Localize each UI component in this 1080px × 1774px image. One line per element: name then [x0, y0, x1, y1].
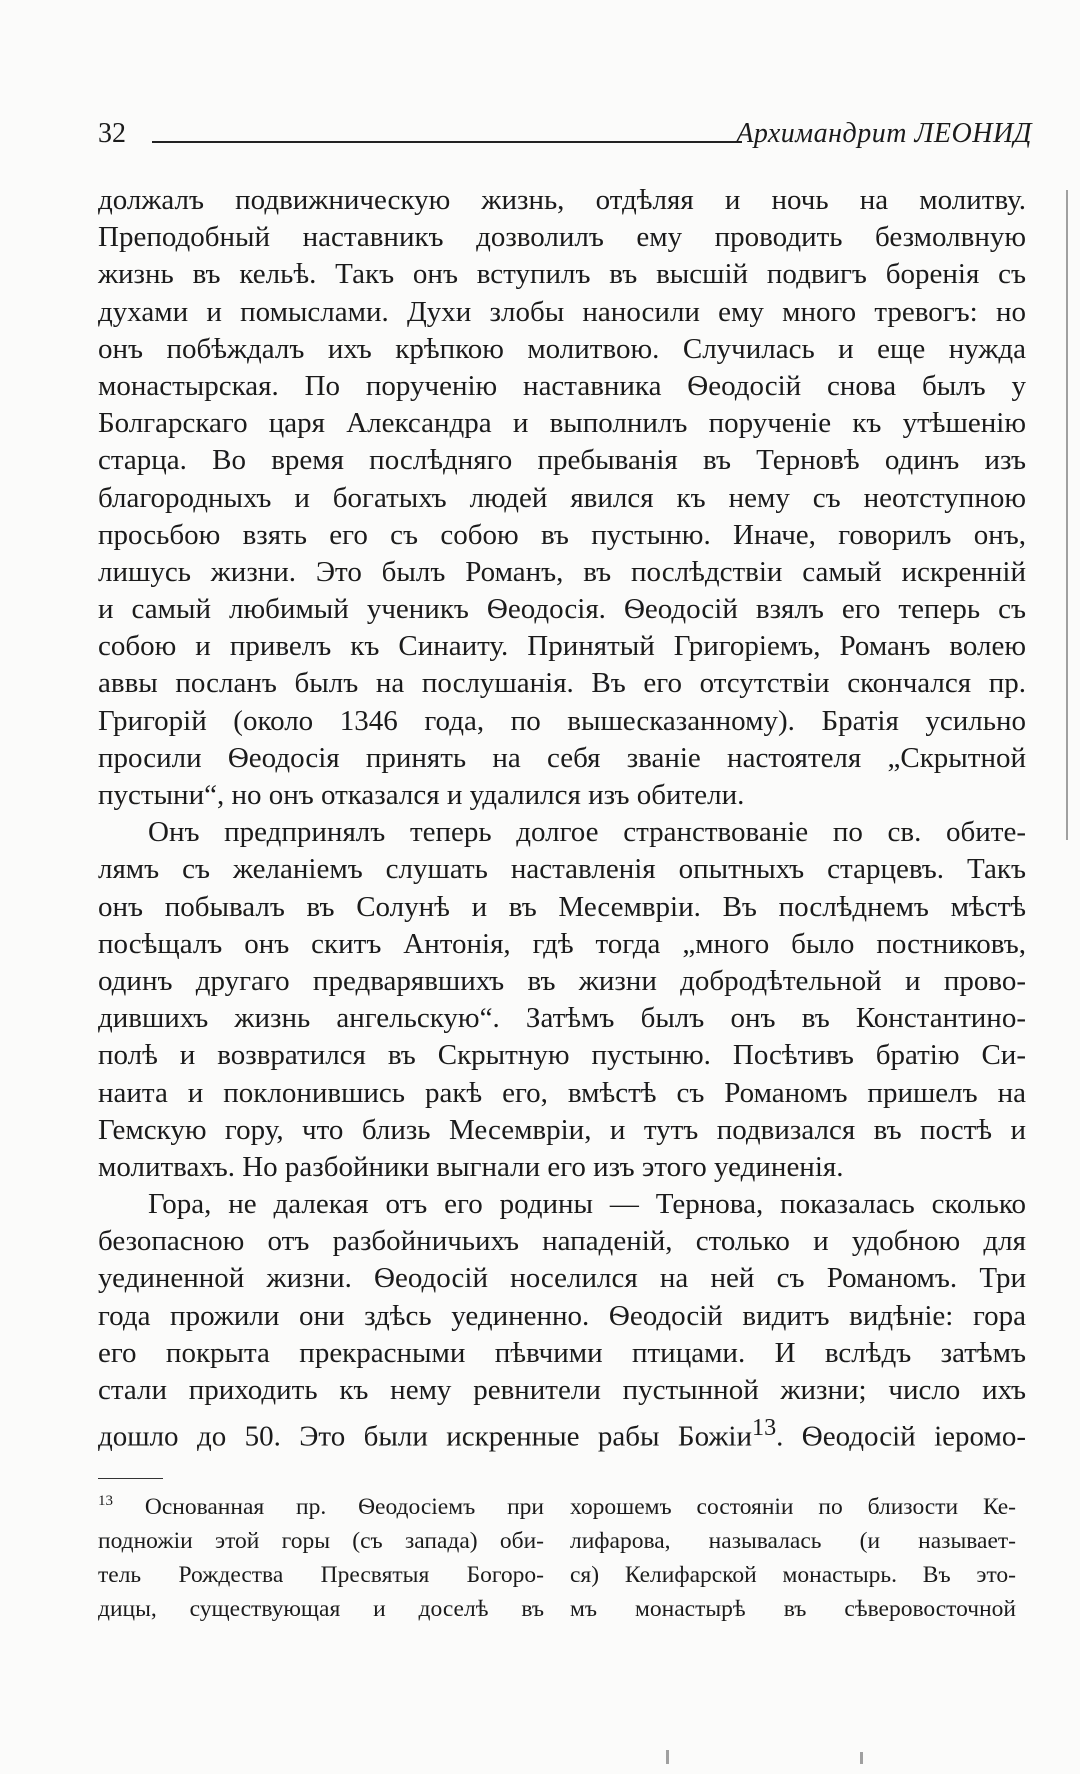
text-line: Гемскую гору, что близь Месемвріи, и тутъ подвизался въ постѣ и — [98, 1113, 1026, 1146]
footnote-rule — [98, 1478, 163, 1479]
text-line: Болгарскаго царя Александра и выполнилъ порученіе къ утѣшенію — [98, 407, 1026, 440]
footnote-line: дицы, существующая и доселѣ въ — [98, 1596, 544, 1622]
text-line: благородныхъ и богатыхъ людей явился къ нему съ неотступною — [98, 481, 1026, 514]
footnote-line: хорошемъ состояніи по близости Ке- — [570, 1494, 1016, 1520]
footnote-line: тель Рождества Пресвятыя Богоро- — [98, 1562, 544, 1588]
text-line: и самый любимый ученикъ Ѳеодосія. Ѳеодосій взялъ его теперь съ — [98, 593, 1026, 626]
text-line: монастырская. По порученію наставника Ѳеодосій снова былъ у — [98, 369, 1026, 402]
footnote-line: лифарова, называлась (и называет- — [570, 1528, 1016, 1554]
text-line: одинъ другаго предварявшихъ въ жизни добродѣтельной и прово- — [98, 964, 1026, 997]
text-line: стали приходить къ нему ревнители пустынной жизни; число ихъ — [98, 1374, 1026, 1406]
header-rule — [152, 141, 742, 143]
text-line: посѣщалъ онъ скитъ Антонія, гдѣ тогда „много было постниковъ, — [98, 927, 1026, 960]
text-line: уединенной жизни. Ѳеодосій носелился на ней съ Романомъ. Три — [98, 1262, 1026, 1295]
text-segment: . Ѳеодосій іеромо- — [776, 1420, 1026, 1453]
running-title: Архимандрит ЛЕОНИД — [736, 118, 1032, 149]
text-line: просьбою взять его съ собою въ пустыню. Иначе, говорилъ онъ, — [98, 518, 1026, 551]
text-line: молитвахъ. Но разбойники выгнали его изъ этого уединенія. — [98, 1150, 844, 1183]
page-header — [98, 114, 1032, 154]
text-line: просили Ѳеодосія принять на себя званіе настоятеля „Скрытной — [98, 741, 1026, 774]
footnote-line: мъ монастырѣ въ сѣверовосточной — [570, 1596, 1016, 1622]
text-line: должалъ подвижническую жизнь, отдѣляя и ночь на молитву. — [98, 184, 1026, 216]
text-line: полѣ и возвратился въ Скрытную пустыню. Посѣтивъ братію Си- — [98, 1039, 1026, 1072]
text-line: лямъ съ желаніемъ слушать наставленія опытныхъ старцевъ. Такъ — [98, 853, 1026, 886]
scan-edge-mark — [1066, 190, 1068, 840]
scan-speck — [860, 1752, 863, 1764]
page-number: 32 — [98, 118, 126, 149]
scan-speck — [666, 1750, 669, 1764]
text-line: Онъ предпринялъ теперь долгое странствованіе по св. обите- — [148, 816, 1026, 849]
footnote-text: Основанная пр. Ѳеодосіемъ при — [113, 1494, 544, 1520]
text-line: года прожили они здѣсь уединенно. Ѳеодосій видитъ видѣніе: гора — [98, 1299, 1026, 1332]
text-line: старца. Во время послѣдняго пребыванія въ Терновѣ одинъ изъ — [98, 444, 1026, 477]
footnote-line: ся) Келифарской монастырь. Въ это- — [570, 1562, 1016, 1588]
text-line: дившихъ жизнь ангельскую“. Затѣмъ былъ онъ въ Константино- — [98, 1002, 1026, 1035]
text-line: Преподобный наставникъ дозволилъ ему проводить безмолвную — [98, 221, 1026, 254]
text-line: духами и помыслами. Духи злобы наносили ему много тревогъ: но — [98, 295, 1026, 328]
text-line: Григорій (около 1346 года, по вышесказанному). Братія усильно — [98, 704, 1026, 737]
text-line: безопасною отъ разбойничьихъ нападеній, столько и удобною для — [98, 1225, 1026, 1258]
text-line: жизнь въ кельѣ. Такъ онъ вступилъ въ высшій подвигъ боренія съ — [98, 258, 1026, 291]
text-line: наита и поклонившись ракѣ его, вмѣстѣ съ Романомъ пришелъ на — [98, 1076, 1026, 1109]
text-line: аввы посланъ былъ на послушанія. Въ его отсутствіи скончался пр. — [98, 667, 1026, 700]
body-text — [98, 182, 1026, 1453]
text-line: лишусь жизни. Это былъ Романъ, въ послѣдствіи самый искренній — [98, 555, 1026, 588]
text-line: собою и привелъ къ Синаиту. Принятый Григоріемъ, Романъ волею — [98, 630, 1026, 663]
text-line: его покрыта прекрасными пѣвчими птицами. И вслѣдъ затѣмъ — [98, 1336, 1026, 1369]
text-segment: дошло до 50. Это были искренные рабы Божіи — [98, 1420, 752, 1453]
text-line — [98, 1409, 1026, 1453]
footnote-line: подножіи этой горы (съ запада) оби- — [98, 1528, 544, 1554]
footnote-number: 13 — [98, 1493, 113, 1510]
text-line: онъ побѣждалъ ихъ крѣпкою молитвою. Случилась и еще нужда — [98, 332, 1026, 365]
footnote-ref: 13 — [751, 1414, 777, 1442]
text-line: онъ побывалъ въ Солунѣ и въ Месемвріи. Въ послѣднемъ мѣстѣ — [98, 890, 1026, 923]
text-line: Гора, не далекая отъ его родины — Тернова, показалась сколько — [148, 1188, 1026, 1221]
footnote-column-right — [570, 1490, 1016, 1626]
footnote-line — [98, 1490, 544, 1524]
text-line: пустыни“, но онъ отказался и удалился изъ обители. — [98, 779, 745, 811]
footnote-column-left — [98, 1490, 544, 1626]
